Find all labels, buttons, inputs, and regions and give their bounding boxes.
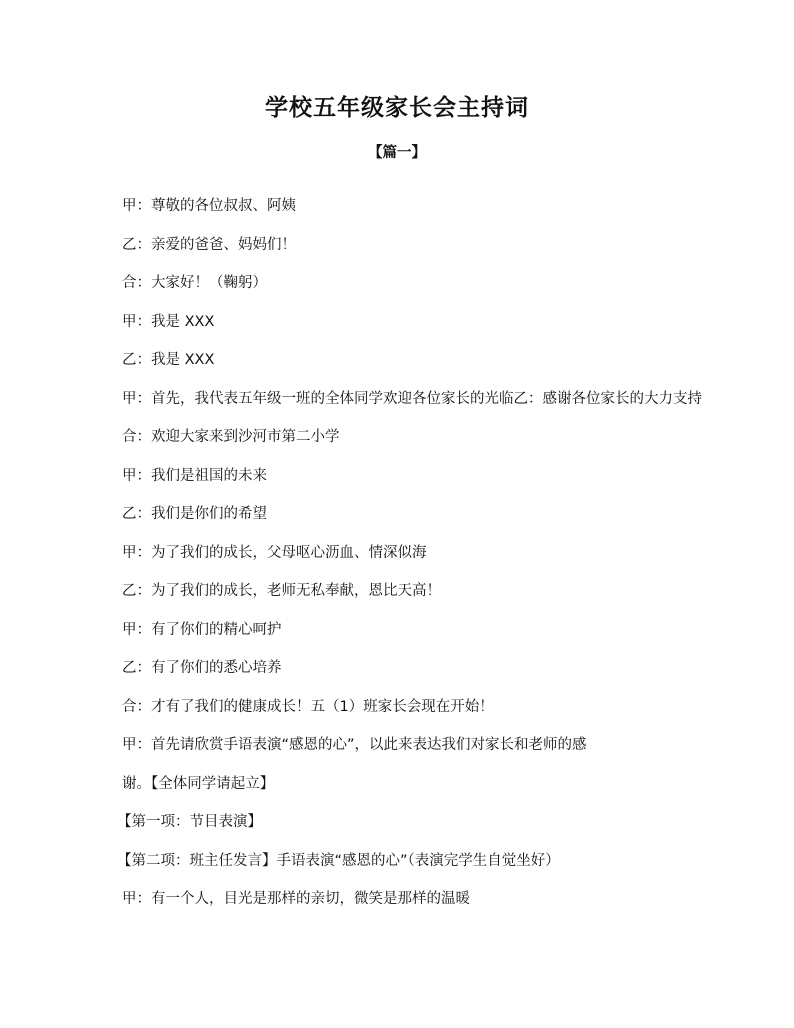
paragraph: 甲：首先，我代表五年级一班的全体同学欢迎各位家长的光临乙：感谢各位家长的大力支持 [122, 390, 702, 407]
document-body [93, 197, 713, 929]
paragraph: 乙：亲爱的爸爸、妈妈们！ [122, 236, 296, 253]
paragraph: 甲：尊敬的各位叔叔、阿姨 [122, 198, 296, 214]
paragraph: 乙：为了我们的成长，老师无私奉献，恩比天高！ [122, 583, 441, 599]
paragraph: 乙：我们是你们的希望 [122, 506, 267, 522]
paragraph: 甲：为了我们的成长，父母呕心沥血、情深似海 [122, 544, 427, 561]
section-heading: 【篇一】 [368, 145, 426, 161]
paragraph: 合：才有了我们的健康成长！五（1）班家长会现在开始！ [122, 698, 494, 715]
paragraph: 甲：我们是祖国的未来 [122, 467, 267, 484]
document-title: 学校五年级家长会主持词 [265, 94, 529, 121]
paragraph: 乙：有了你们的悉心培养 [122, 660, 282, 676]
paragraph: 【第一项：节目表演】 [117, 814, 262, 830]
paragraph: 乙：我是 XXX [122, 352, 215, 368]
paragraph: 甲：我是 XXX [122, 313, 215, 330]
paragraph: 谢。【全体同学请起立】 [122, 775, 275, 792]
paragraph: 合：欢迎大家来到沙河市第二小学 [122, 429, 340, 445]
paragraph: 甲：有了你们的精心呵护 [122, 621, 282, 638]
paragraph: 【第二项：班主任发言】手语表演“感恩的心”（表演完学生自觉坐好） [117, 852, 560, 869]
paragraph: 合：大家好！（鞠躬） [122, 275, 267, 291]
paragraph: 甲：有一个人，目光是那样的亲切，微笑是那样的温暖 [122, 891, 470, 907]
paragraph: 甲：首先请欣赏手语表演“感恩的心”，以此来表达我们对家长和老师的感 [122, 737, 587, 753]
